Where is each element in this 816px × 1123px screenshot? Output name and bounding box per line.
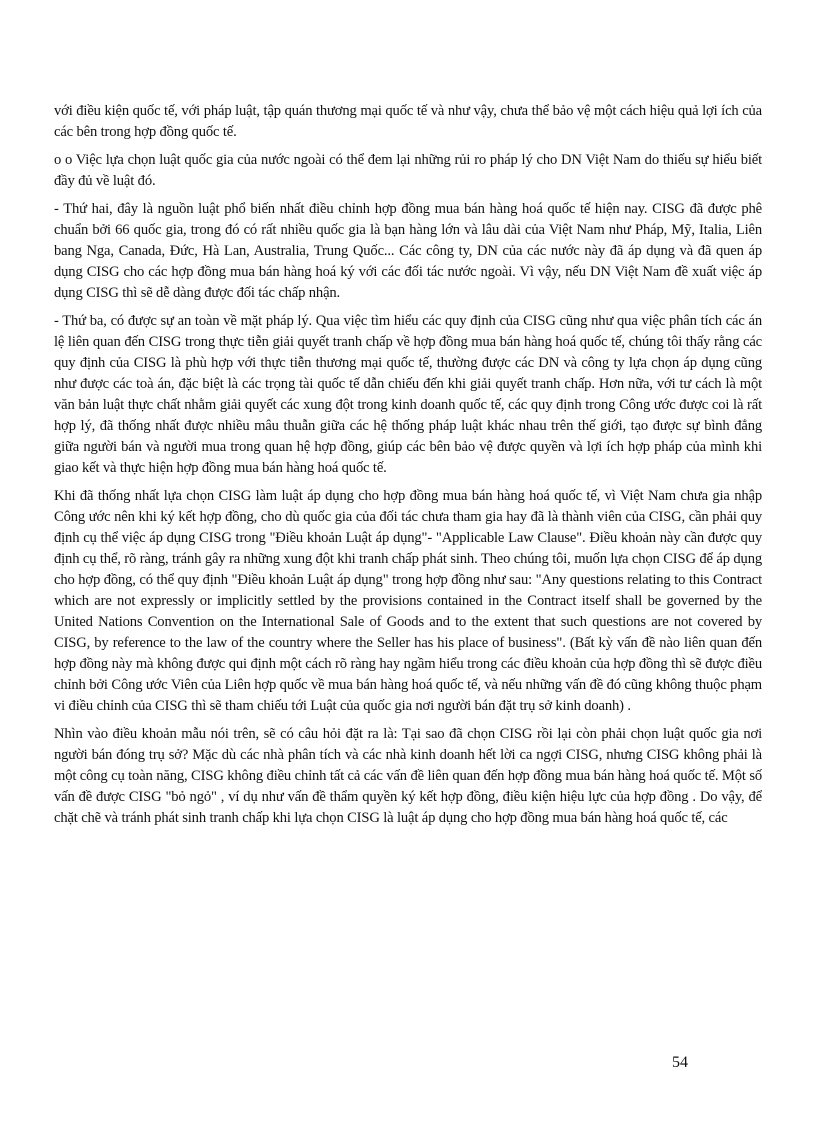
paragraph-model-clause-question: Nhìn vào điều khoản mẫu nói trên, sẽ có câu hỏi đặt ra là: Tại sao đã chọn CISG rồi lại còn phải chọn luật quốc gia nơi người bán đóng trụ sở? Mặc dù các nhà phân tích và các nhà kinh doanh hết lời ca ngợi CISG, nhưng CISG không phải là một công cụ toàn năng, CISG không điều chỉnh tất cả các vấn đề liên quan đến hợp đồng mua bán hàng hoá quốc tế. Một số vấn đề được CISG "bỏ ngỏ" , ví dụ như vấn đề thẩm quyền ký kết hợp đồng, điều kiện hiệu lực của hợp đồng . Do vậy, để chặt chẽ và tránh phát sinh tranh chấp khi lựa chọn CISG là luật áp dụng cho hợp đồng mua bán hàng hoá quốc tế, các <box>54 726 762 826</box>
page-body <box>54 101 762 836</box>
paragraph-intro-continuation: với điều kiện quốc tế, với pháp luật, tập quán thương mại quốc tế và như vậy, chưa thể bảo vệ một cách hiệu quả lợi ích của các bên trong hợp đồng quốc tế. <box>54 103 762 140</box>
paragraph-foreign-law-risk: o o Việc lựa chọn luật quốc gia của nước ngoài có thể đem lại những rủi ro pháp lý cho DN Việt Nam do thiếu sự hiểu biết đầy đủ về luật đó. <box>54 152 762 189</box>
paragraph-second-reason: - Thứ hai, đây là nguồn luật phổ biến nhất điều chỉnh hợp đồng mua bán hàng hoá quốc tế hiện nay. CISG đã được phê chuẩn bởi 66 quốc gia, trong đó có rất nhiều quốc gia là bạn hàng lớn và lâu dài của Việt Nam như Pháp, Mỹ, Italia, Liên bang Nga, Canada, Đức, Hà Lan, Australia, Trung Quốc... Các công ty, DN của các nước này đã áp dụng và đã quen áp dụng CISG cho các hợp đồng mua bán hàng hoá ký với các đối tác nước ngoài. Vì vậy, nếu DN Việt Nam đề xuất việc áp dụng CISG thì sẽ dễ dàng được đối tác chấp nhận. <box>54 201 762 301</box>
paragraph-third-reason: - Thứ ba, có được sự an toàn về mặt pháp lý. Qua việc tìm hiểu các quy định của CISG cũng như qua việc phân tích các án lệ liên quan đến CISG trong thực tiễn giải quyết tranh chấp về hợp đồng mua bán hàng hoá quốc tế, chúng tôi thấy rằng các quy định của CISG là phù hợp với thực tiễn thương mại quốc tế, thường được các DN và công ty lựa chọn áp dụng cũng như được các toà án, đặc biệt là các trọng tài quốc tế dẫn chiếu đến khi giải quyết tranh chấp. Hơn nữa, với tư cách là một văn bản luật thực chất nhằm giải quyết các xung đột trong kinh doanh quốc tế, các quy định trong Công ước được coi là rất hợp lý, đã thống nhất được nhiều mâu thuẫn giữa các hệ thống pháp luật khác nhau trên thế giới, tạo được sự bình đẳng giữa người bán và người mua trong quan hệ hợp đồng, giúp các bên bảo vệ được quyền và lợi ích hợp pháp của mình khi giao kết và thực hiện hợp đồng mua bán hàng hoá quốc tế. <box>54 313 762 476</box>
page-number: 54 <box>672 1054 688 1071</box>
paragraph-applicable-law-clause: Khi đã thống nhất lựa chọn CISG làm luật áp dụng cho hợp đồng mua bán hàng hoá quốc tế, vì Việt Nam chưa gia nhập Công ước nên khi ký kết hợp đồng, cho dù quốc gia của đối tác chưa tham gia hay đã là thành viên của CISG, cần phải quy định cụ thể việc áp dụng CISG trong "Điều khoản Luật áp dụng"- "Applicable Law Clause". Điều khoản này cần được quy định cụ thể, rõ ràng, tránh gây ra những xung đột khi tranh chấp phát sinh. Theo chúng tôi, muốn lựa chọn CISG để áp dụng cho hợp đồng, có thể quy định "Điều khoản Luật áp dụng" trong hợp đồng như sau: "Any questions relating to this Contract which are not expressly or implicitly settled by the provisions contained in the Contract itself shall be governed by the United Nations Convention on the International Sale of Goods and to the extent that such questions are not covered by CISG, by reference to the law of the country where the Seller has his place of business". (Bất kỳ vấn đề nào liên quan đến hợp đồng này mà không được qui định một cách rõ ràng hay ngầm hiểu trong các điều khoản của hợp đồng thì sẽ được điều chỉnh bởi Công ước Viên của Liên hợp quốc về mua bán hàng hoá quốc tế, và nếu những vấn đề đó cũng không thuộc phạm vi điều chỉnh của CISG thì sẽ tham chiếu tới Luật của quốc gia nơi người bán đặt trụ sở kinh doanh) . <box>54 488 762 714</box>
